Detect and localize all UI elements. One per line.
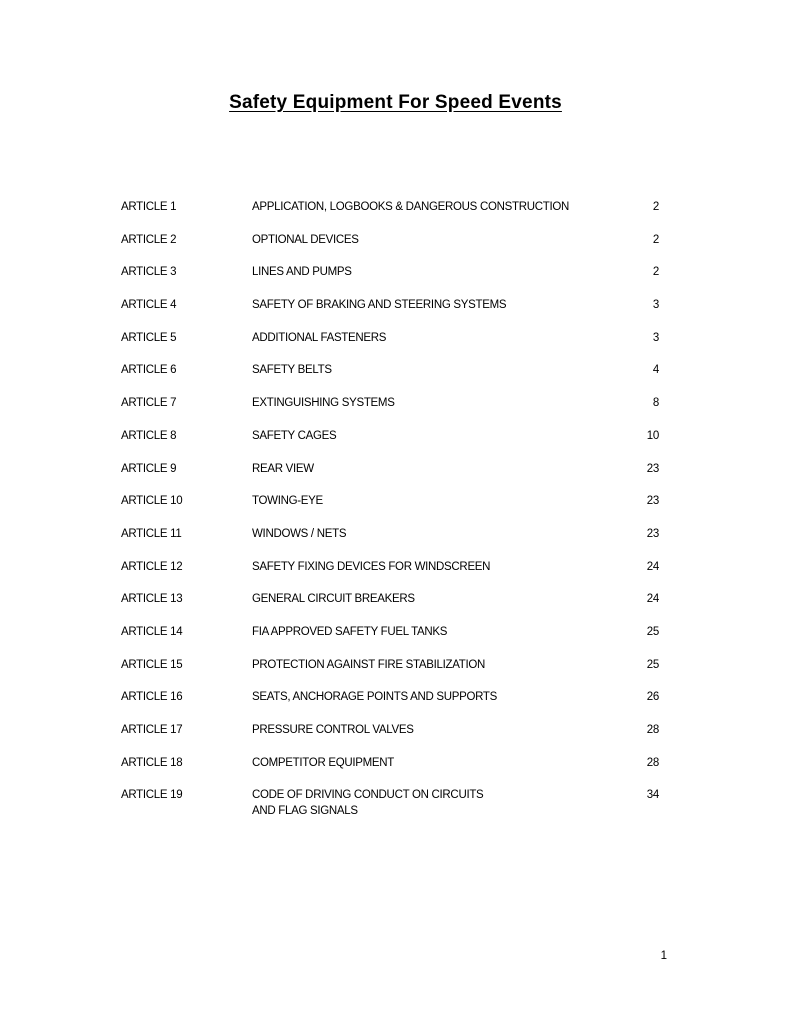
toc-row: [0, 722, 791, 755]
toc-article-title-line: REAR VIEW: [252, 462, 314, 475]
toc-article-title: [252, 787, 612, 819]
toc-page-number: 25: [646, 658, 659, 671]
toc-article-number: ARTICLE 6: [121, 364, 177, 377]
toc-page-number: 23: [646, 462, 659, 475]
toc-row: [0, 461, 791, 494]
toc-row: [0, 264, 791, 297]
toc-article-title-line: LINES AND PUMPS: [252, 266, 352, 279]
toc-article-title: [252, 330, 612, 346]
toc-page-number: 34: [646, 789, 659, 802]
toc-article-title-line: AND FLAG SIGNALS: [252, 805, 358, 818]
toc-row: [0, 232, 791, 265]
toc-page-number: 26: [646, 691, 659, 704]
toc-article-number: ARTICLE 2: [121, 233, 177, 246]
toc-article-title-line: ADDITIONAL FASTENERS: [252, 331, 387, 344]
toc-page-number: 23: [646, 495, 659, 508]
toc-article-title: [252, 559, 612, 575]
toc-page-number: 28: [646, 724, 659, 736]
toc-row: [0, 624, 791, 657]
toc-article-title-line: SEATS, ANCHORAGE POINTS AND SUPPORTS: [252, 691, 498, 704]
toc-article-number: ARTICLE 9: [121, 462, 177, 475]
toc-article-number: ARTICLE 19: [121, 789, 183, 802]
toc-row: [0, 362, 791, 395]
toc-page-number: 25: [646, 625, 659, 638]
toc-article-title: [252, 526, 612, 542]
toc-article-title-line: TOWING-EYE: [252, 495, 323, 508]
toc-row: [0, 787, 791, 820]
toc-article-number: ARTICLE 16: [121, 691, 183, 704]
toc-article-number: ARTICLE 7: [121, 397, 177, 410]
toc-page-number: 10: [646, 429, 659, 442]
toc-page-number: 4: [652, 364, 659, 377]
toc-article-number: ARTICLE 15: [121, 658, 183, 671]
page-number: 1: [660, 950, 667, 962]
toc-row: [0, 330, 791, 363]
toc-article-number: ARTICLE 12: [121, 560, 183, 573]
toc-article-number: ARTICLE 1: [121, 201, 177, 213]
toc-article-title-line: COMPETITOR EQUIPMENT: [252, 756, 395, 769]
toc-article-number: ARTICLE 17: [121, 724, 183, 736]
toc-article-title: [252, 624, 612, 640]
toc-page-number: 3: [652, 299, 659, 312]
toc-page-number: 2: [652, 233, 659, 246]
toc-article-title-line: GENERAL CIRCUIT BREAKERS: [252, 593, 415, 606]
toc-article-number: ARTICLE 11: [121, 527, 182, 540]
toc-row: [0, 689, 791, 722]
toc-article-title-line: SAFETY BELTS: [252, 364, 332, 377]
toc-article-title-line: SAFETY CAGES: [252, 429, 337, 442]
toc-article-title: [252, 461, 612, 477]
toc-article-number: ARTICLE 8: [121, 429, 177, 442]
toc-page-number: 3: [652, 331, 659, 344]
toc-article-title: [252, 428, 612, 444]
toc-row: [0, 395, 791, 428]
toc-page-number: 2: [652, 266, 659, 279]
toc-article-number: ARTICLE 10: [121, 495, 183, 508]
toc-article-title: [252, 395, 612, 411]
toc-article-title: [252, 591, 612, 607]
document-title: Safety Equipment For Speed Events: [229, 92, 562, 113]
toc-page-number: 28: [646, 756, 659, 769]
toc-article-title: [252, 657, 612, 673]
toc-row: [0, 428, 791, 461]
toc-row: [0, 199, 791, 232]
toc-article-title-line: WINDOWS / NETS: [252, 527, 347, 540]
toc-page-number: 24: [646, 560, 659, 573]
toc-row: [0, 755, 791, 788]
toc-article-title: [252, 722, 612, 738]
table-of-contents: [0, 199, 791, 820]
toc-article-title-line: OPTIONAL DEVICES: [252, 233, 359, 246]
toc-article-title-line: EXTINGUISHING SYSTEMS: [252, 397, 395, 410]
toc-article-number: ARTICLE 5: [121, 331, 177, 344]
toc-article-title-line: SAFETY OF BRAKING AND STEERING SYSTEMS: [252, 299, 507, 312]
toc-row: [0, 493, 791, 526]
toc-article-title: [252, 232, 612, 248]
toc-row: [0, 657, 791, 690]
toc-page-number: 2: [652, 201, 659, 213]
toc-row: [0, 559, 791, 592]
toc-article-title: [252, 297, 612, 313]
toc-article-number: ARTICLE 3: [121, 266, 177, 279]
toc-page-number: 23: [646, 527, 659, 540]
toc-article-title: [252, 493, 612, 509]
toc-article-title: [252, 362, 612, 378]
toc-row: [0, 297, 791, 330]
toc-article-number: ARTICLE 18: [121, 756, 183, 769]
toc-article-title-line: FIA APPROVED SAFETY FUEL TANKS: [252, 625, 448, 638]
toc-article-title: [252, 755, 612, 771]
toc-row: [0, 591, 791, 624]
toc-article-number: ARTICLE 14: [121, 625, 183, 638]
toc-article-number: ARTICLE 13: [121, 593, 183, 606]
toc-article-number: ARTICLE 4: [121, 299, 177, 312]
toc-article-title-line: CODE OF DRIVING CONDUCT ON CIRCUITS: [252, 789, 484, 802]
toc-article-title: [252, 264, 612, 280]
toc-article-title-line: APPLICATION, LOGBOOKS & DANGEROUS CONSTRUCTION: [252, 201, 569, 213]
toc-article-title-line: PROTECTION AGAINST FIRE STABILIZATION: [252, 658, 485, 671]
toc-article-title-line: SAFETY FIXING DEVICES FOR WINDSCREEN: [252, 560, 491, 573]
toc-row: [0, 526, 791, 559]
toc-article-title-line: PRESSURE CONTROL VALVES: [252, 724, 414, 736]
toc-page-number: 8: [652, 397, 659, 410]
toc-page-number: 24: [646, 593, 659, 606]
toc-article-title: [252, 689, 612, 705]
toc-article-title: [252, 199, 612, 215]
